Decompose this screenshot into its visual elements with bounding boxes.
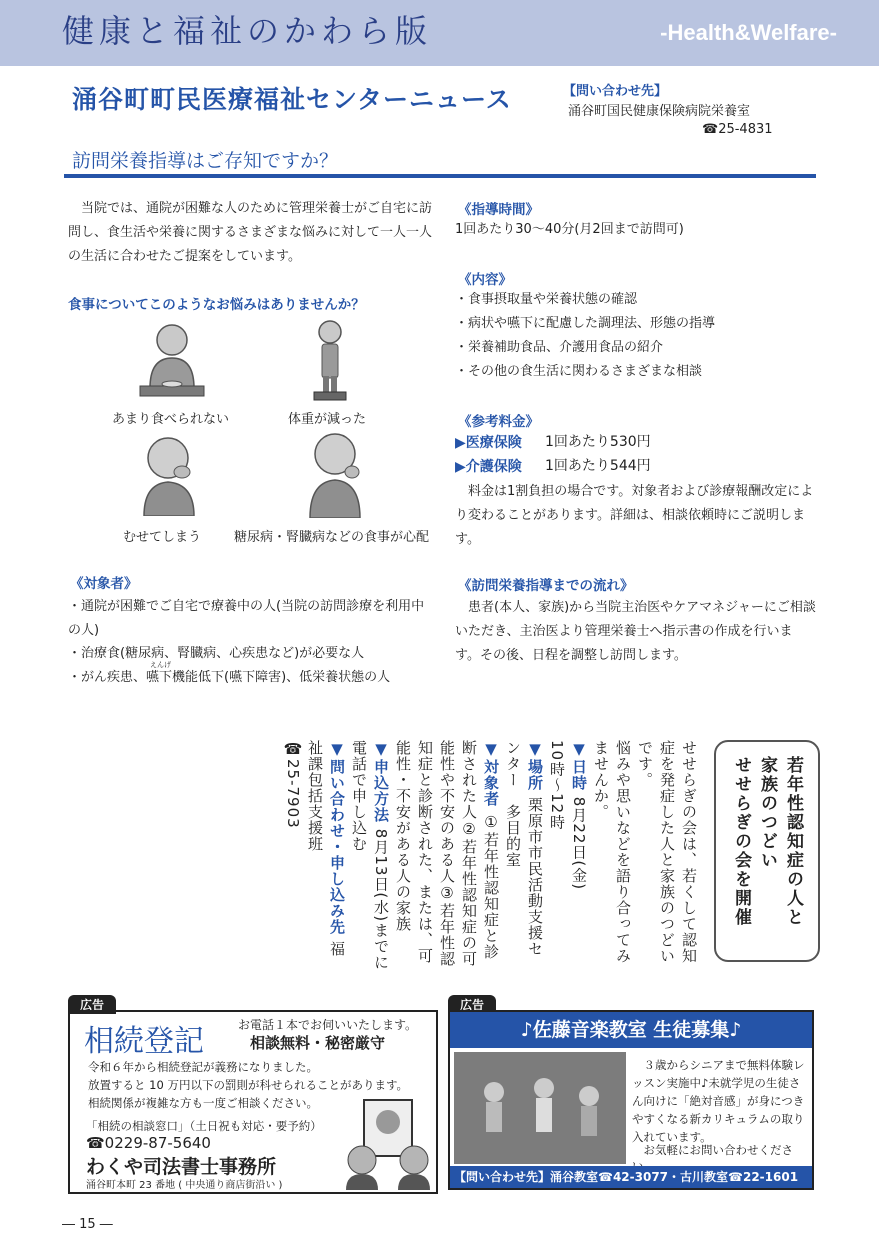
- ad-music-title: ♪佐藤音楽教室 生徒募集♪: [450, 1012, 812, 1048]
- worried-person-illustration: [302, 428, 368, 518]
- page-number: ― 15 ―: [62, 1217, 113, 1232]
- event-intro2: 悩みや思いなどを語り合ってみませんか。: [592, 740, 632, 964]
- fee-medical-value: 1回あたり530円: [545, 434, 651, 450]
- question-heading: 食事についてこのようなお悩みはありませんか？: [68, 297, 365, 313]
- event-inquiry-label: ▼問い合わせ・申し込み先: [328, 740, 346, 935]
- caption-weight-loss: 体重が減った: [288, 412, 367, 427]
- music-class-photo: [454, 1052, 626, 1164]
- ad-music-text2: お気軽にお問い合わせくださ: [643, 1143, 793, 1157]
- family-portrait-illustration: [342, 1094, 434, 1190]
- event-apply: 8月13日(水)までに電話で申し込む: [350, 740, 390, 971]
- ad-music-footer: 【問い合わせ先】涌谷教室☎42-3077・古川教室☎22-1601: [450, 1166, 812, 1188]
- event-place-label: ▼場所: [526, 740, 544, 791]
- news-title: 涌谷町町民医療福祉センターニュース: [72, 85, 512, 114]
- list-item: ・病状や嚥下に配慮した調理法、形態の指導: [455, 316, 716, 331]
- event-time: 10時～12時: [548, 740, 566, 831]
- section-title: 訪問栄養指導はご存知ですか？: [72, 150, 339, 172]
- list-item: ・食事摂取量や栄養状態の確認: [455, 292, 638, 307]
- event-date-label: ▼日時: [570, 740, 588, 791]
- ad-tag-left: 広告: [68, 995, 116, 1014]
- target-item-3: ・がん疾患、嚥下機能低下(嚥下障害)、低栄養状態の人: [68, 670, 391, 685]
- event-place: 栗原市市民活動支援センター 多目的室: [504, 740, 544, 957]
- caption-diet-worry: 糖尿病・腎臓病などの食事が心配: [234, 530, 430, 545]
- intro-paragraph: 当院では、通院が困難な人のために管理栄養士がご自宅に訪問し、食生活や栄養に関するさまざまな悩みに対して一人一人の生活に合わせたご提案をしています。: [68, 201, 433, 264]
- time-text: 1回あたり30～40分(月2回まで訪問可): [455, 222, 684, 237]
- list-item: ・その他の食生活に関わるさまざまな相談: [455, 364, 703, 379]
- section-divider: [64, 174, 816, 178]
- ad-legal-office: わくや司法書士事務所: [86, 1156, 277, 1178]
- event-apply-label: ▼申込方法: [372, 740, 390, 823]
- coughing-person-illustration: [134, 432, 206, 516]
- event-date: 8月22日(金): [570, 796, 588, 891]
- ruby-engE: えんげ: [150, 661, 171, 669]
- ad-legal-title: 相続登記: [84, 1024, 204, 1059]
- target-item-1: ・通院が困難でご自宅で療養中の人(当院の訪問診療を利用中の人): [68, 599, 425, 638]
- fee-medical-label: ▶医療保険: [455, 435, 522, 451]
- content-list: [455, 288, 815, 384]
- ad-legal-window: 「相続の相談窓口」（土日祝も対応・要予約）: [86, 1119, 322, 1133]
- caption-not-eating: あまり食べられない: [112, 412, 230, 427]
- contact-heading: 【問い合わせ先】: [563, 84, 668, 99]
- ad-legal-tel: ☎0229-87-5640: [86, 1134, 211, 1152]
- target-heading: 《対象者》: [70, 576, 138, 592]
- ad-legal-line: 放置すると 10 万円以下の罰則が科せられることがあります。: [88, 1078, 409, 1092]
- event-inquiry-tel: ☎25-7903: [284, 740, 302, 829]
- fee-heading: 《参考料金》: [458, 414, 539, 430]
- event-title-line3: せせらぎの会を開催: [731, 756, 751, 927]
- ad-music-text: ３歳からシニアまで無料体験レッスン実施中♪未就学児の生徒さん向けに「絶対音感」が身につきやすくなる新カリキュラムの取り入れています。: [632, 1058, 805, 1144]
- event-target-label: ▼対象者: [482, 740, 500, 807]
- ad-legal-free: 相談無料・秘密厳守: [250, 1034, 386, 1052]
- event-title-line1: 若年性認知症の人と: [783, 756, 803, 927]
- event-intro: せせらぎの会は、若くして認知症を発症した人と家族のつどいです。: [636, 740, 698, 964]
- content-heading: 《内容》: [458, 272, 512, 288]
- ad-legal: [68, 1010, 438, 1194]
- eating-person-illustration: [136, 318, 208, 400]
- weight-scale-person-illustration: [310, 318, 350, 402]
- event-target: ①若年性認知症と診断された人②若年性認知症の可能性や不安のある人③若年性認知症と診断された、または、可能性・不安がある人の家族: [394, 740, 500, 967]
- ad-legal-line: 令和６年から相続登記が義務になりました。: [88, 1060, 318, 1074]
- caption-choking: むせてしまう: [123, 530, 202, 545]
- list-item: ・栄養補助食品、介護用食品の紹介: [455, 340, 664, 355]
- event-notice: [228, 740, 820, 972]
- ad-legal-line: 相続関係が複雑な方も一度ご相談ください。: [88, 1096, 318, 1110]
- ad-legal-address: 涌谷町本町 23 番地 ( 中央通り商店街沿い ): [86, 1180, 283, 1191]
- ad-legal-phone-note: お電話１本でお伺いいたします。: [238, 1018, 418, 1032]
- header-title: 健康と福祉のかわら版: [62, 12, 433, 50]
- flow-text: 患者(本人、家族)から当院主治医やケアマネジャーにご相談いただき、主治医より管理栄養士へ指示書の作成を行います。その後、日程を調整し訪問します。: [455, 600, 816, 663]
- fee-care-value: 1回あたり544円: [545, 458, 651, 474]
- ad-music: [448, 1010, 814, 1190]
- ad-tag-right: 広告: [448, 995, 496, 1014]
- event-inquiry: 福祉課包括支援班: [306, 740, 346, 957]
- time-heading: 《指導時間》: [458, 202, 539, 218]
- contact-tel: ☎25-4831: [702, 122, 773, 137]
- target-item-2: ・治療食(糖尿病、腎臓病、心疾患など)が必要な人: [68, 646, 365, 661]
- header-subtitle: -Health&Welfare-: [660, 20, 837, 45]
- event-body: [282, 740, 700, 972]
- contact-office: 涌谷町国民健康保険病院栄養室: [568, 104, 751, 119]
- event-title: [728, 756, 806, 927]
- flow-heading: 《訪問栄養指導までの流れ》: [458, 578, 634, 594]
- fee-care-label: ▶介護保険: [455, 459, 522, 475]
- event-title-line2: 家族のつどい: [757, 756, 777, 870]
- fee-note: 料金は1割負担の場合です。対象者および診療報酬改定により変わることがあります。詳細は、相談依頼時にご説明します。: [455, 484, 814, 547]
